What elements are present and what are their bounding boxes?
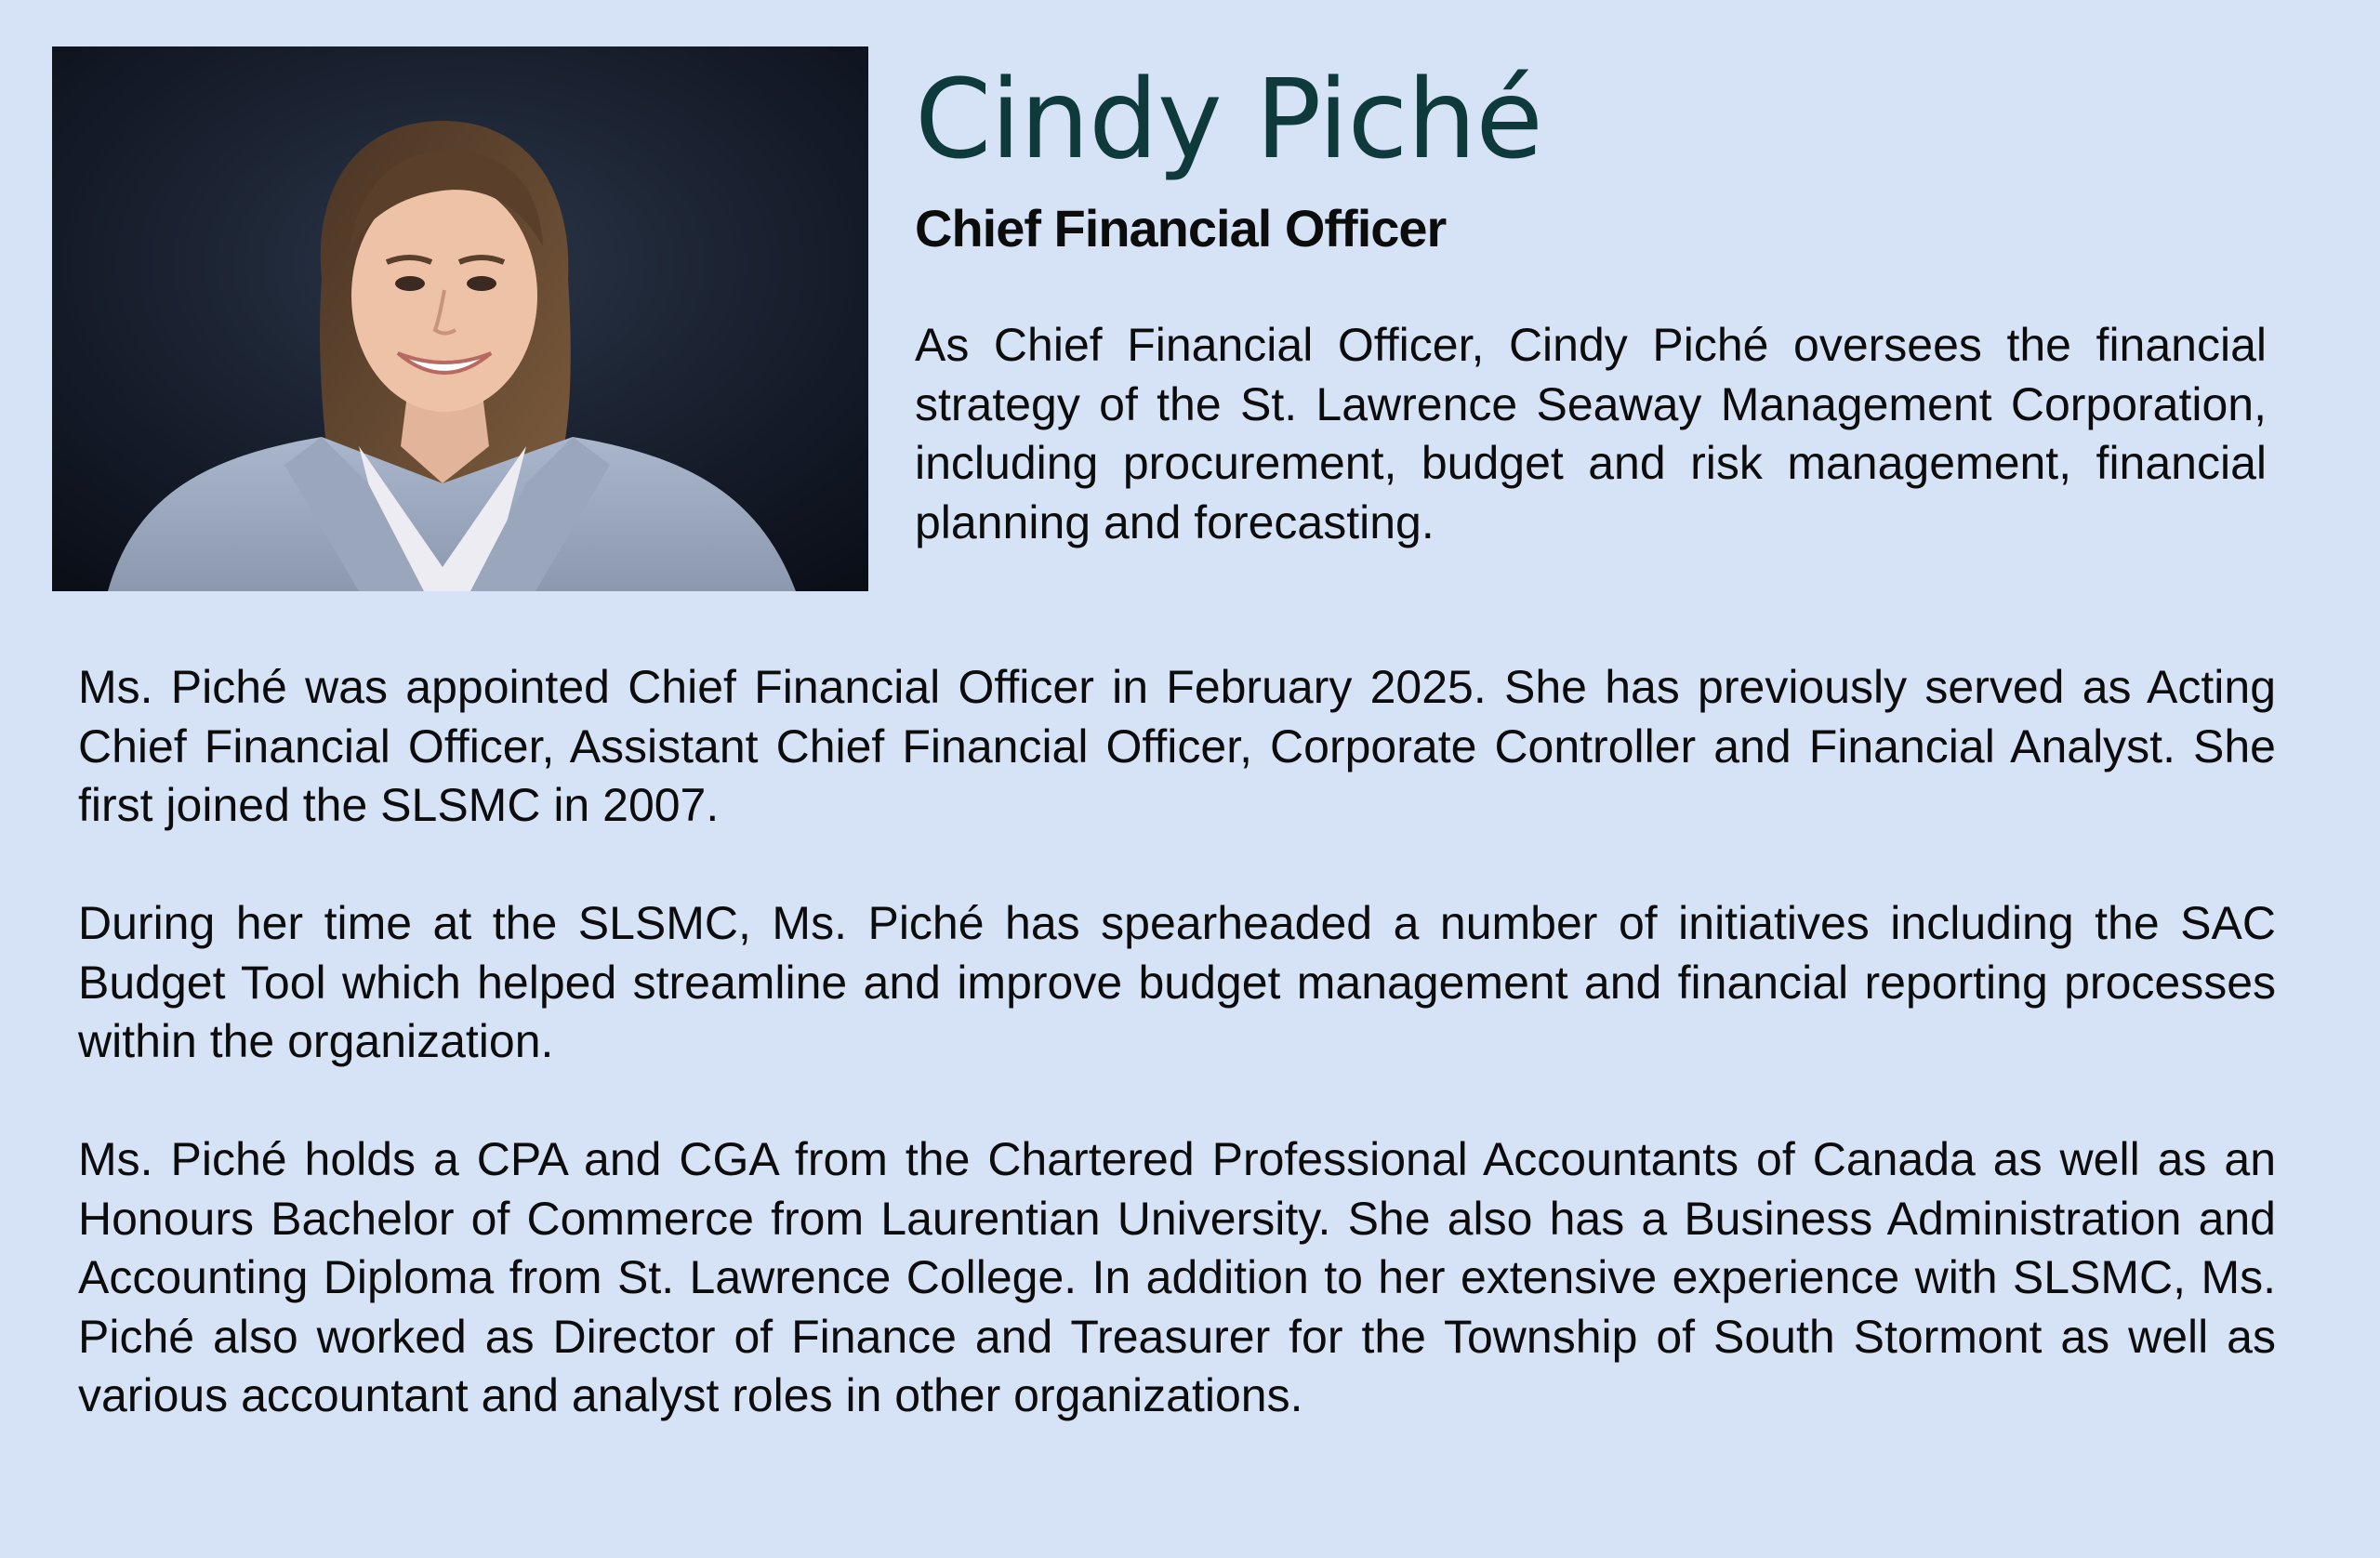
portrait-photo <box>52 46 868 591</box>
bio-paragraph-initiatives: During her time at the SLSMC, Ms. Piché has spearheaded a number of initiatives including the SAC Budget Tool which helped streamline and improve budget management and financial reporting processes within the organization. <box>78 897 2276 1067</box>
job-title: Chief Financial Officer <box>915 199 1447 257</box>
person-name: Cindy Piché <box>915 55 1542 183</box>
intro-paragraph: As Chief Financial Officer, Cindy Piché oversees the financial strategy of the St. Lawrence Seaway Management Corporation, including procurement, budget and risk management, financial planning and forecasting. <box>915 319 2267 548</box>
bio-paragraph-appointment: Ms. Piché was appointed Chief Financial Officer in February 2025. She has previously served as Acting Chief Financial Officer, Assistant Chief Financial Officer, Corporate Controller and Financial Analyst. She first joined the SLSMC in 2007. <box>78 661 2276 831</box>
bio-paragraph-education: Ms. Piché holds a CPA and CGA from the Chartered Professional Accountants of Canada as well as an Honours Bachelor of Commerce from Laurentian University. She also has a Business Administration and Accounting Diploma from St. Lawrence College. In addition to her extensive experience with SLSMC, Ms. Piché also worked as Director of Finance and Treasurer for the Township of South Stormont as well as various accountant and analyst roles in other organizations. <box>78 1133 2276 1421</box>
